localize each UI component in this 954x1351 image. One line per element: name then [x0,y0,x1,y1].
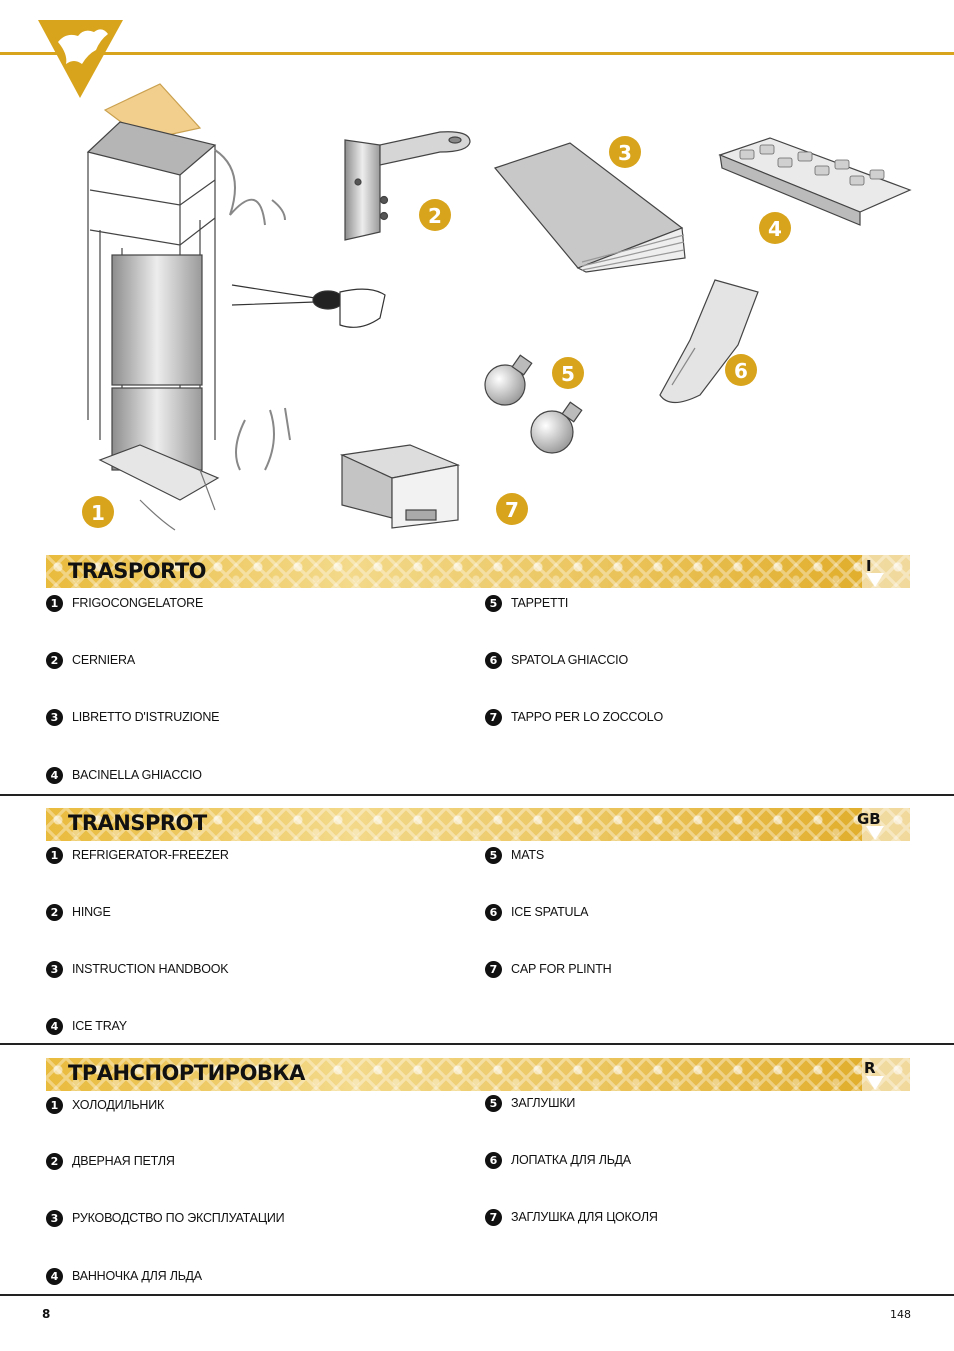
callout-1 [82,496,114,528]
svg-text:5: 5 [561,362,575,386]
list-item: 6 ICE SPATULA [485,902,588,922]
manual-drawing [495,143,685,272]
callout-4 [759,212,791,244]
list-item: 2 CERNIERA [46,650,135,670]
callout-7 [496,493,528,525]
header-rule [0,52,954,55]
list-item: 7 ЗАГЛУШКА ДЛЯ ЦОКОЛЯ [485,1207,658,1227]
list-item: 6 ЛОПАТКА ДЛЯ ЛЬДА [485,1150,631,1170]
footer-divider [0,1294,954,1296]
language-code-it: I [866,557,872,575]
plinth-cap-drawing [342,445,458,528]
list-item: 1 FRIGOCONGELATORE [46,593,203,613]
callout-3 [609,136,641,168]
list-item: 4 ВАННОЧКА ДЛЯ ЛЬДА [46,1266,202,1286]
list-item: 2 HINGE [46,902,111,922]
svg-text:3: 3 [618,141,632,165]
svg-text:2: 2 [428,204,442,228]
list-item: 4 ICE TRAY [46,1016,127,1036]
list-item: 3 РУКОВОДСТВО ПО ЭКСПЛУАТАЦИИ [46,1208,284,1228]
language-code-gb: GB [857,810,881,828]
hinge-drawing [345,132,470,240]
callout-6 [725,354,757,386]
section-title-it: TRASPORTO [68,559,207,583]
language-code-ru: R [864,1059,876,1077]
section-divider [0,794,954,796]
fridge-freezer-drawing [88,84,290,530]
list-item: 3 INSTRUCTION HANDBOOK [46,959,228,979]
list-item: 7 TAPPO PER LO ZOCCOLO [485,707,663,727]
callout-2 [419,199,451,231]
list-item: 4 BACINELLA GHIACCIO [46,765,202,785]
svg-text:4: 4 [768,217,782,241]
svg-text:1: 1 [91,501,105,525]
list-item: 7 CAP FOR PLINTH [485,959,611,979]
list-item: 1 REFRIGERATOR-FREEZER [46,845,229,865]
svg-text:7: 7 [505,498,519,522]
list-item: 1 ХОЛОДИЛЬНИК [46,1095,164,1115]
section-title-ru: ТРАНСПОРТИРОВКА [68,1061,305,1085]
document-code: 148 [890,1308,911,1321]
section-title-gb: TRANSPROT [68,811,207,835]
components-illustration [0,60,954,540]
list-item: 5 ЗАГЛУШКИ [485,1093,575,1113]
list-item: 6 SPATOLA GHIACCIO [485,650,628,670]
list-item: 5 TAPPETTI [485,593,568,613]
scissors-drawing [232,285,385,327]
list-item: 5 MATS [485,845,544,865]
list-item: 3 LIBRETTO D'ISTRUZIONE [46,707,219,727]
ice-tray-drawing [720,138,910,225]
page-number: 8 [42,1307,51,1321]
svg-text:6: 6 [734,359,748,383]
callout-5 [552,357,584,389]
section-divider [0,1043,954,1045]
list-item: 2 ДВЕРНАЯ ПЕТЛЯ [46,1151,175,1171]
